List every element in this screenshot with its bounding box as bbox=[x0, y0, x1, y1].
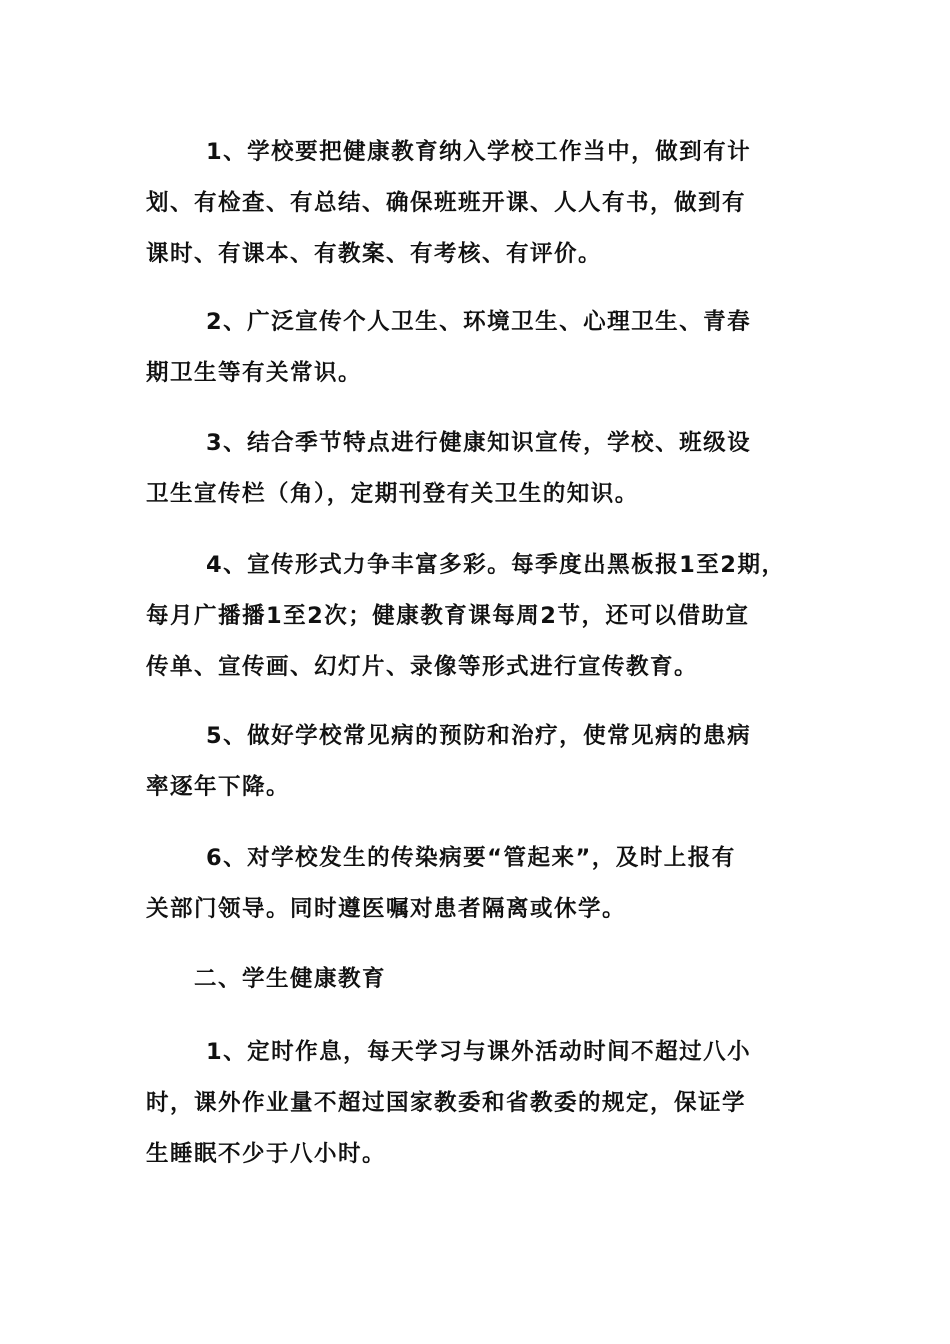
paragraph-4 bbox=[146, 540, 806, 693]
paragraph-4-line-2: 每月广播播1至2次；健康教育课每周2节，还可以借助宣 bbox=[146, 603, 750, 629]
paragraph-4-line-3: 传单、宣传画、幻灯片、录像等形式进行宣传教育。 bbox=[146, 654, 699, 680]
section-paragraph-1 bbox=[146, 1027, 806, 1180]
paragraph-5 bbox=[146, 711, 806, 813]
paragraph-5-line-2: 率逐年下降。 bbox=[146, 774, 291, 800]
paragraph-1-line-2: 划、有检查、有总结、确保班班开课、人人有书，做到有 bbox=[146, 190, 747, 216]
paragraph-2 bbox=[146, 297, 806, 399]
paragraph-4-line-1: 4、宣传形式力争丰富多彩。每季度出黑板报1至2期， bbox=[206, 552, 786, 578]
section-paragraph-1-line-2: 时，课外作业量不超过国家教委和省教委的规定，保证学 bbox=[146, 1090, 747, 1116]
paragraph-6-line-1: 6、对学校发生的传染病要“管起来”，及时上报有 bbox=[206, 845, 736, 871]
paragraph-6 bbox=[146, 833, 806, 935]
paragraph-1-line-1: 1、学校要把健康教育纳入学校工作当中，做到有计 bbox=[206, 139, 752, 165]
paragraph-2-line-1: 2、广泛宣传个人卫生、环境卫生、心理卫生、青春 bbox=[206, 309, 752, 335]
paragraph-6-line-2: 关部门领导。同时遵医嘱对患者隔离或休学。 bbox=[146, 896, 627, 922]
paragraph-3 bbox=[146, 418, 806, 520]
section-paragraph-1-line-3: 生睡眠不少于八小时。 bbox=[146, 1141, 387, 1167]
paragraph-1-line-3: 课时、有课本、有教案、有考核、有评价。 bbox=[146, 241, 603, 267]
paragraph-1 bbox=[146, 127, 806, 280]
paragraph-3-line-2: 卫生宣传栏（角），定期刊登有关卫生的知识。 bbox=[146, 481, 639, 507]
section-heading: 二、学生健康教育 bbox=[194, 966, 387, 992]
section-paragraph-1-line-1: 1、定时作息，每天学习与课外活动时间不超过八小 bbox=[206, 1039, 752, 1065]
paragraph-5-line-1: 5、做好学校常见病的预防和治疗，使常见病的患病 bbox=[206, 723, 752, 749]
paragraph-3-line-1: 3、结合季节特点进行健康知识宣传，学校、班级设 bbox=[206, 430, 752, 456]
paragraph-2-line-2: 期卫生等有关常识。 bbox=[146, 360, 363, 386]
